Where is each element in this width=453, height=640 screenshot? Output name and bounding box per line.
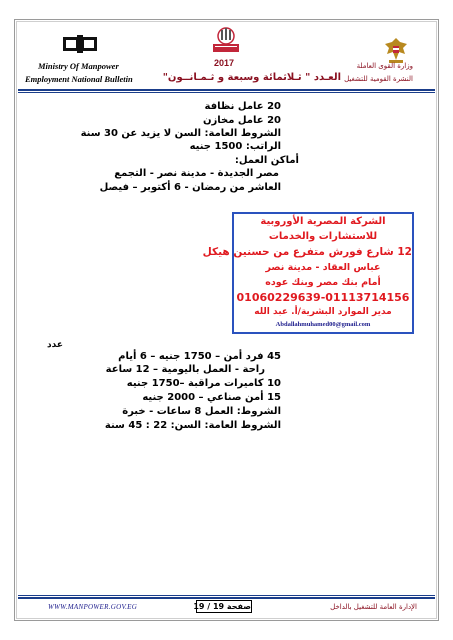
job-line: 10 كاميرات مراقبة –1750 جنيه [126, 378, 281, 389]
count-header: عدد [47, 340, 63, 350]
company-address: 12 شارع فورش متفرع من حسنين هيكل [202, 246, 412, 258]
bulletin-logo-icon [211, 24, 241, 54]
job-conditions: الشروط: العمل 8 ساعات - خبرة [122, 406, 281, 417]
bulletin-name-en: Employment National Bulletin [25, 74, 133, 84]
footer-rule [18, 597, 435, 599]
company-name: الشركة المصرية الأوروبية [260, 216, 386, 227]
ministry-logo-icon [62, 33, 98, 55]
work-locations: العاشر من رمضان - 6 أكتوبر – فيصل [99, 182, 281, 193]
header-rule [18, 89, 435, 91]
job-line: راحة - العمل باليومية – 12 ساعة [105, 364, 265, 375]
company-address: عباس العقاد - مدينة نصر [265, 262, 381, 273]
job-conditions: الشروط العامة: السن: 22 : 45 سنة [104, 420, 281, 431]
job-salary: الراتب: 1500 جنيه [189, 141, 281, 152]
company-landmark: أمام بنك مصر وبنك عوده [265, 277, 381, 288]
footer-rule-thin [18, 595, 435, 596]
hr-manager: مدير الموارد البشرية/أ. عبد الله [254, 307, 392, 317]
company-phones: 01060229639-01113714156 [236, 291, 410, 304]
job-line: 20 عامل نظافة [204, 101, 281, 112]
ministry-name-en: Ministry Of Manpower [38, 61, 119, 71]
egypt-eagle-icon [383, 36, 409, 64]
work-locations: مصر الجديدة - مدينة نصر - التجمع [114, 168, 279, 179]
company-name-line2: للاستشارات والخدمات [268, 231, 378, 242]
company-email[interactable]: Abdallahmuhamed00@gmail.com [275, 321, 371, 328]
department-name: الإدارة العامة للتشغيل بالداخل [330, 603, 417, 611]
company-box [202, 212, 414, 334]
ministry-name-ar: وزارة القوى العاملة [356, 62, 413, 70]
header-rule-thin [18, 92, 435, 93]
page-number: صفحة 19 / 19 [193, 602, 251, 611]
bulletin-name-ar: النشرة القومية للتشغيل [344, 75, 413, 83]
job-line: 15 أمن صناعي – 2000 جنيه [142, 392, 281, 403]
work-locations-label: أماكن العمل: [234, 155, 299, 166]
issue-number: العـدد " ثـلاثمائة وسبعة و ثـمـانــون" [162, 72, 341, 83]
issue-year: 2017 [214, 58, 235, 68]
job-conditions: الشروط العامة: السن لا يزيد عن 30 سنة [80, 128, 281, 139]
job-line: 20 عامل مخازن [202, 115, 281, 126]
job-line: 45 فرد أمن – 1750 جنيه – 6 أيام [118, 351, 281, 362]
website-link[interactable]: WWW.MANPOWER.GOV.EG [48, 603, 138, 611]
